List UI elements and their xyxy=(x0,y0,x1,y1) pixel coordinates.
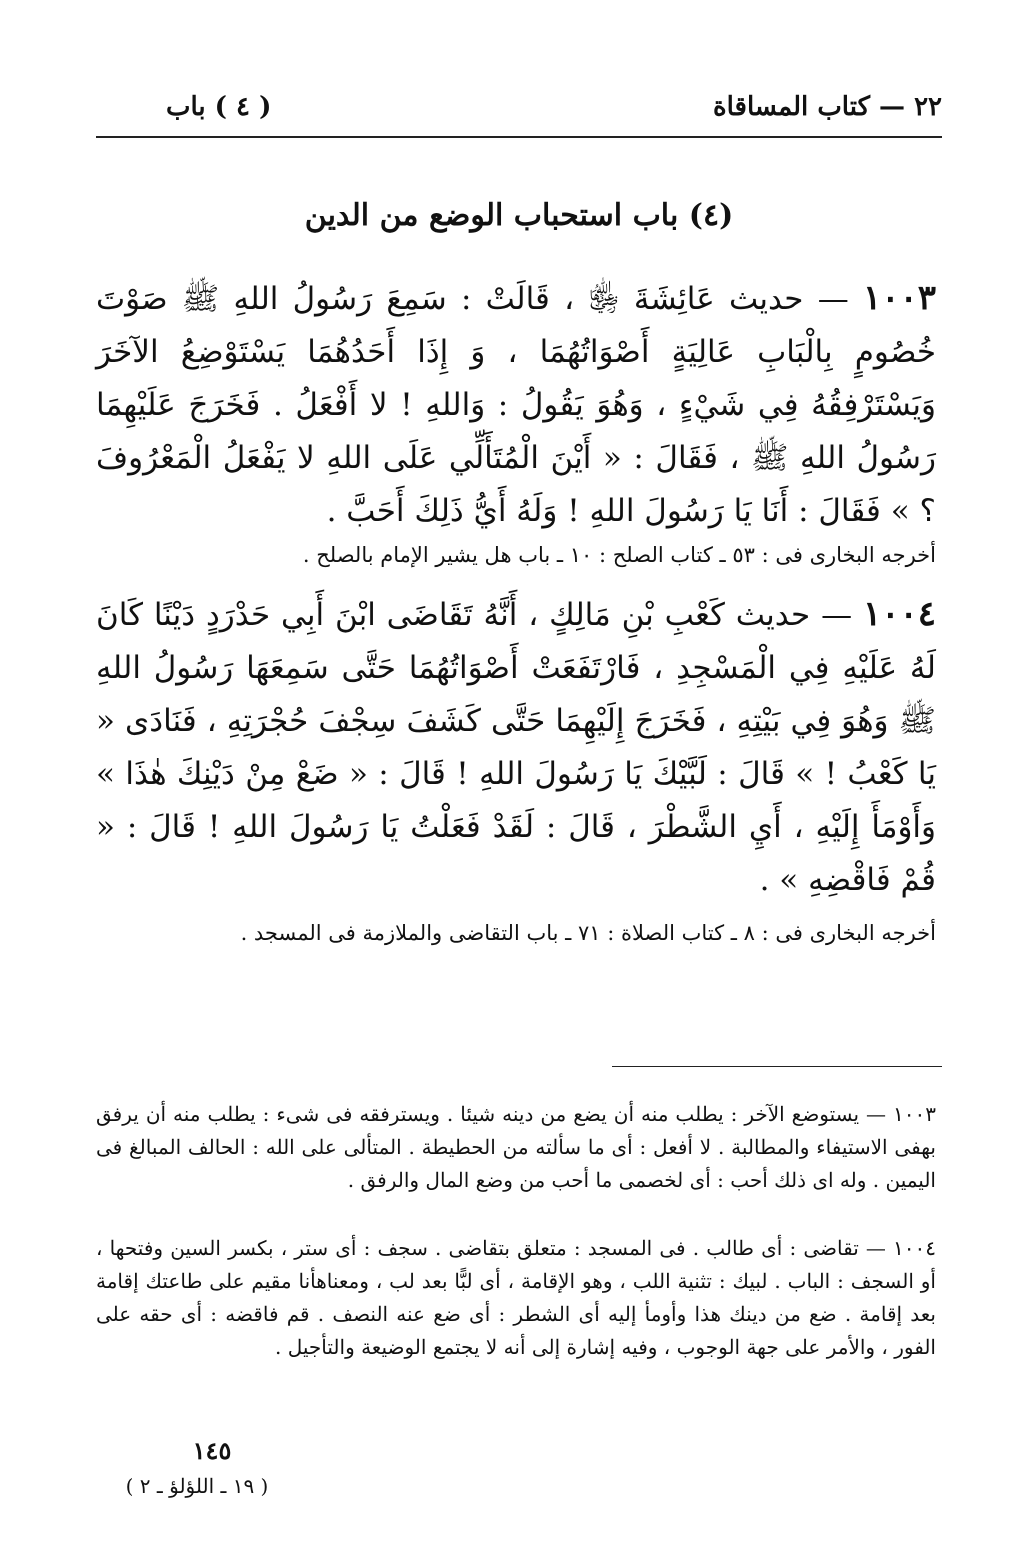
page-number: ١٤٥ xyxy=(192,1436,232,1465)
header-chapter-label: ( ٤ ) باب xyxy=(166,92,272,122)
hadith-number: ١٠٠٤ xyxy=(862,594,936,634)
hadith-1004 xyxy=(96,588,936,907)
header-divider xyxy=(96,136,942,138)
footnote-1004: ١٠٠٤ — تقاضى : أى طالب . فى المسجد : متعلق بتقاضى . سجف : أى ستر ، بكسر السين وفتحها ، أو السجف : الباب . لبيك : تثنية اللب ، وهو الإقامة ، أى لبًّا بعد لب ، ومعناهأنا مقيم على طاعتك إقامة بعد إقامة . ضع من دينك هذا وأومأ إليه أى الشطر : أى ضع عنه النصف . قم فاقضه : أى حقه على الفور ، والأمر على جهة الوجوب ، وفيه إشارة إلى أنه لا يجتمع الوضيعة والتأجيل . xyxy=(96,1236,936,1359)
printer-signature: ( ١٩ ـ اللؤلؤ ـ ٢ ) xyxy=(125,1474,269,1498)
hadith-number: ١٠٠٣ xyxy=(862,278,936,318)
hadith-source-1004: أخرجه البخارى فى : ٨ ـ كتاب الصلاة : ٧١ ـ باب التقاضى والملازمة فى المسجد . xyxy=(240,921,936,945)
hadith-1003 xyxy=(96,272,936,538)
chapter-title: (٤) باب استحباب الوضع من الدين xyxy=(304,198,734,233)
footnote-1003: ١٠٠٣ — يستوضع الآخر : يطلب منه أن يضع من دينه شيئا . ويسترفقه فى شىء : يطلب منه أن يرفق بهفى الاستيفاء والمطالبة . لا أفعل : أى ما سألته من الحطيطة . المتألى على الله : الحالف المبالغ فى اليمين . وله اى ذلك أحب : أى لخصمى ما أحب من وضع المال والرفق . xyxy=(96,1102,936,1192)
running-header xyxy=(96,92,942,132)
hadith-source-1003: أخرجه البخارى فى : ٥٣ ـ كتاب الصلح : ١٠ ـ باب هل يشير الإمام بالصلح . xyxy=(302,543,936,567)
footnote-divider xyxy=(612,1066,942,1067)
hadith-text: — حديث كَعْبِ بْنِ مَالِكٍ ، أَنَّهُ تَقَاضَى ابْنَ أَبِي حَدْرَدٍ دَيْنًا كَانَ لَهُ عَلَيْهِ فِي الْمَسْجِدِ ، فَارْتَفَعَتْ أَصْوَاتُهُمَا حَتَّى سَمِعَهَا رَسُولُ اللهِ ﷺ وَهُوَ فِي بَيْتِهِ ، فَخَرَجَ إِلَيْهِمَا حَتَّى كَشَفَ سِجْفَ حُجْرَتِهِ ، فَنَادَى « يَا كَعْبُ ! » قَالَ : لَبَّيْكَ يَا رَسُولَ اللهِ ! قَالَ : « ضَعْ مِنْ دَيْنِكَ هٰذَا » وَأَوْمَأَ إِلَيْهِ ، أَيِ الشَّطْرَ ، قَالَ : لَقَدْ فَعَلْتُ يَا رَسُولَ اللهِ ! قَالَ : « قُمْ فَاقْضِهِ » . xyxy=(96,597,936,898)
hadith-text: — حديث عَائِشَةَ ﵂ ، قَالَتْ : سَمِعَ رَسُولُ اللهِ ﷺ صَوْتَ خُصُومٍ بِالْبَابِ عَالِيَةٍ أَصْوَاتُهُمَا ، وَ إِذَا أَحَدُهُمَا يَسْتَوْضِعُ الآخَرَ وَيَسْتَرْفِقُهُ فِي شَيْءٍ ، وَهُوَ يَقُولُ : وَاللهِ ! لا أَفْعَلُ . فَخَرَجَ عَلَيْهِمَا رَسُولُ اللهِ ﷺ ، فَقَالَ : « أَيْنَ الْمُتَأَلِّي عَلَى اللهِ لا يَفْعَلُ الْمَعْرُوفَ ؟ » فَقَالَ : أَنَا يَا رَسُولَ اللهِ ! وَلَهُ أَيُّ ذَلِكَ أَحَبَّ . xyxy=(96,281,936,529)
header-book-title: ٢٢ — كتاب المساقاة xyxy=(713,92,942,122)
